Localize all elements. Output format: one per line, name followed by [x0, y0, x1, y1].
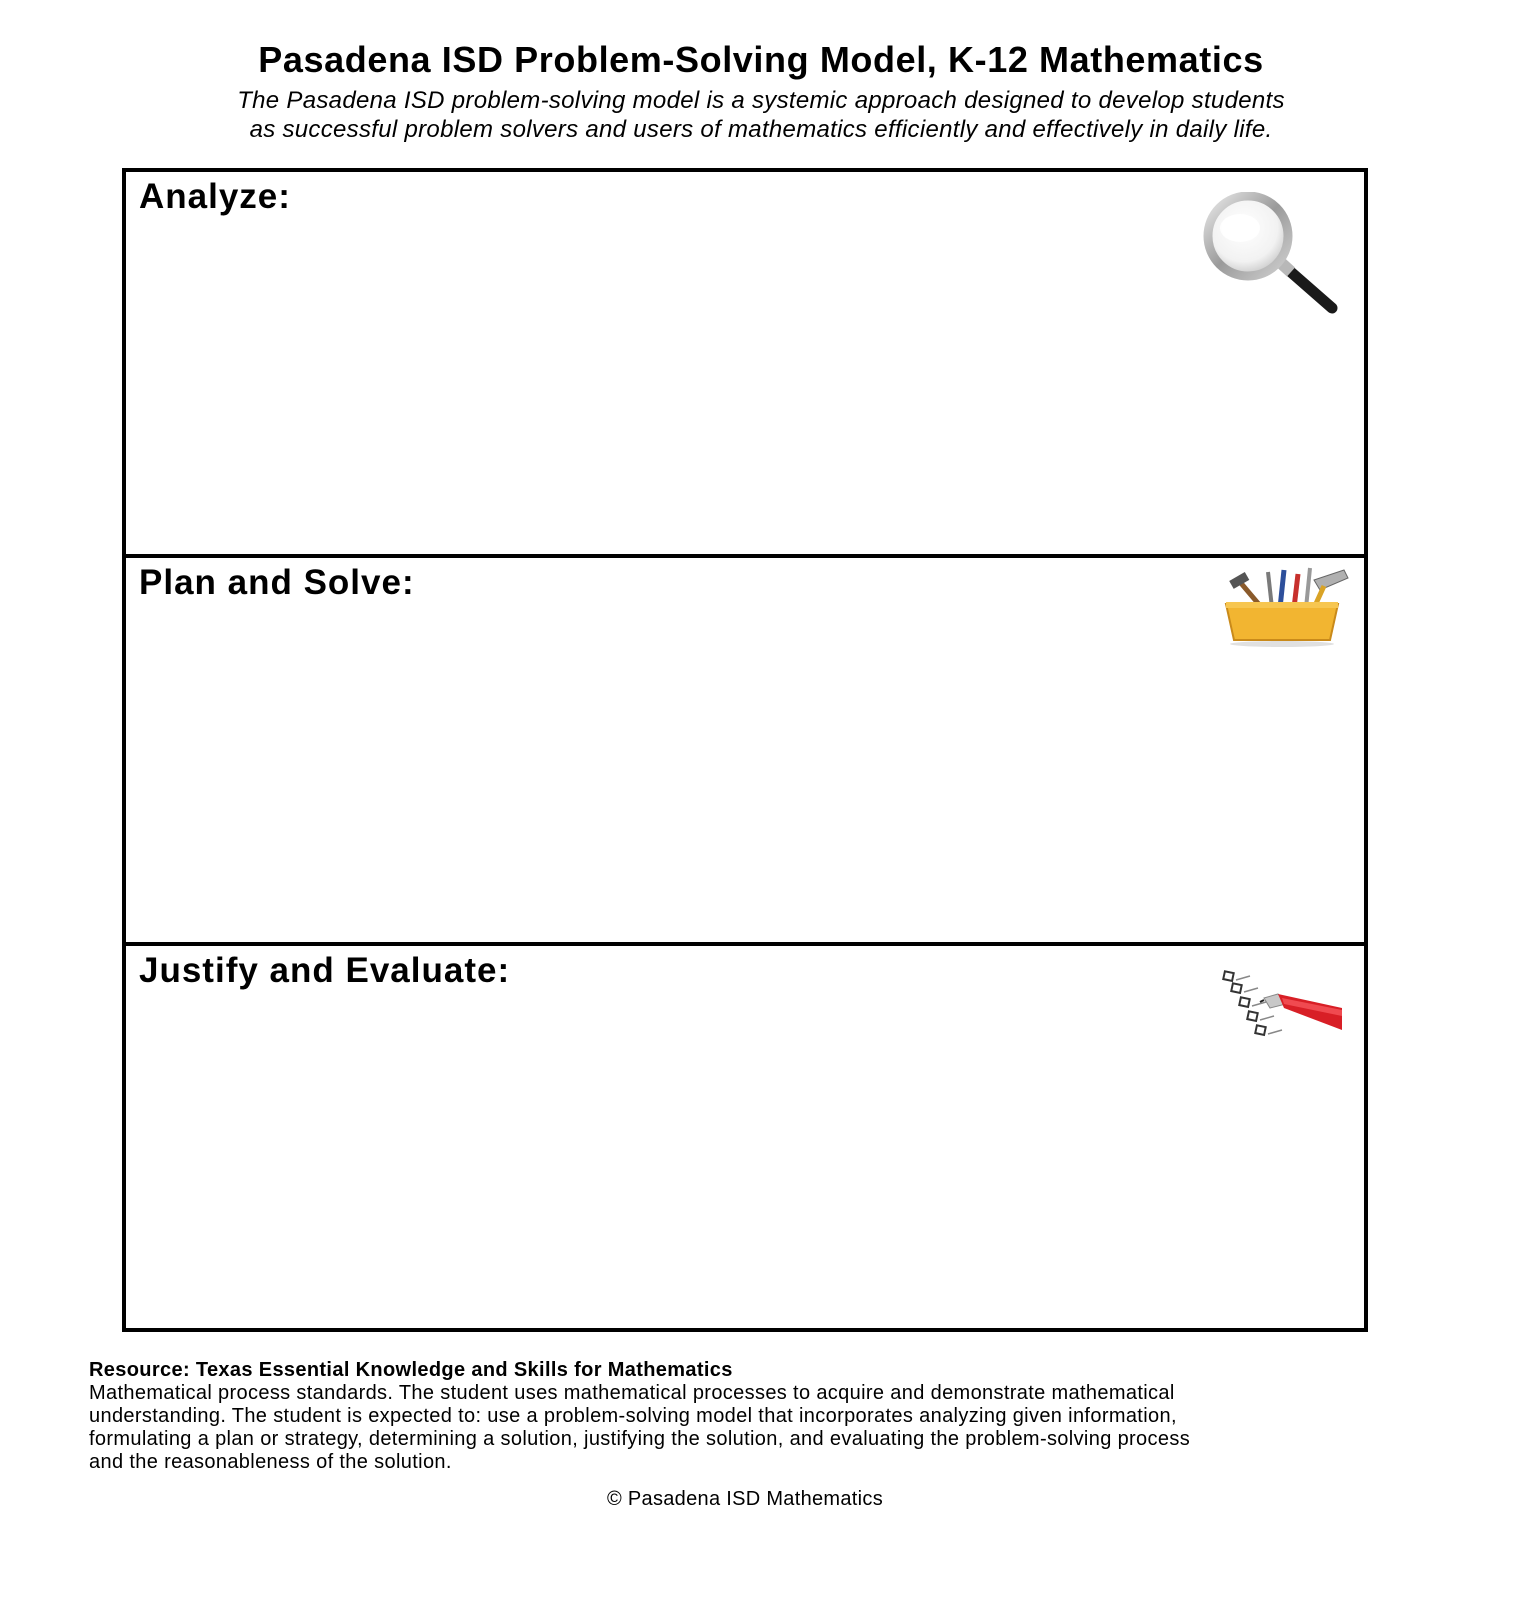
problem-solving-frame [122, 168, 1368, 1332]
standard-line: Mathematical process standards. The student uses mathematical processes to acquire and demonstrate mathematical [89, 1382, 1175, 1404]
standard-line: and the reasonableness of the solution. [89, 1451, 452, 1473]
resource-heading: Resource: Texas Essential Knowledge and Skills for Mathematics [89, 1359, 733, 1381]
justify-and-evaluate-section[interactable] [126, 946, 1364, 1328]
checklist-pen-icon [1220, 968, 1346, 1048]
magnifying-glass-icon [1196, 192, 1344, 320]
plan-and-solve-label: Plan and Solve: [139, 563, 415, 602]
plan-and-solve-section[interactable] [126, 558, 1364, 946]
page-subtitle [0, 86, 1522, 144]
copyright: © Pasadena ISD Mathematics [607, 1488, 883, 1510]
standard-line: formulating a plan or strategy, determining a solution, justifying the solution, and evaluating the problem-solving process [89, 1428, 1191, 1450]
subtitle-line: The Pasadena ISD problem-solving model is a systemic approach designed to develop students [237, 87, 1285, 114]
justify-and-evaluate-label: Justify and Evaluate: [139, 951, 511, 990]
footer-resource [89, 1359, 1439, 1474]
analyze-label: Analyze: [139, 177, 291, 216]
standard-line: understanding. The student is expected to: use a problem-solving model that incorporates analyzing given information, [89, 1405, 1177, 1427]
subtitle-line: as successful problem solvers and users of mathematics efficiently and effectively in daily life. [249, 116, 1273, 143]
page-title: Pasadena ISD Problem-Solving Model, K-12 Mathematics [258, 39, 1264, 80]
toolbox-icon [1210, 564, 1354, 648]
analyze-section[interactable] [126, 172, 1364, 558]
